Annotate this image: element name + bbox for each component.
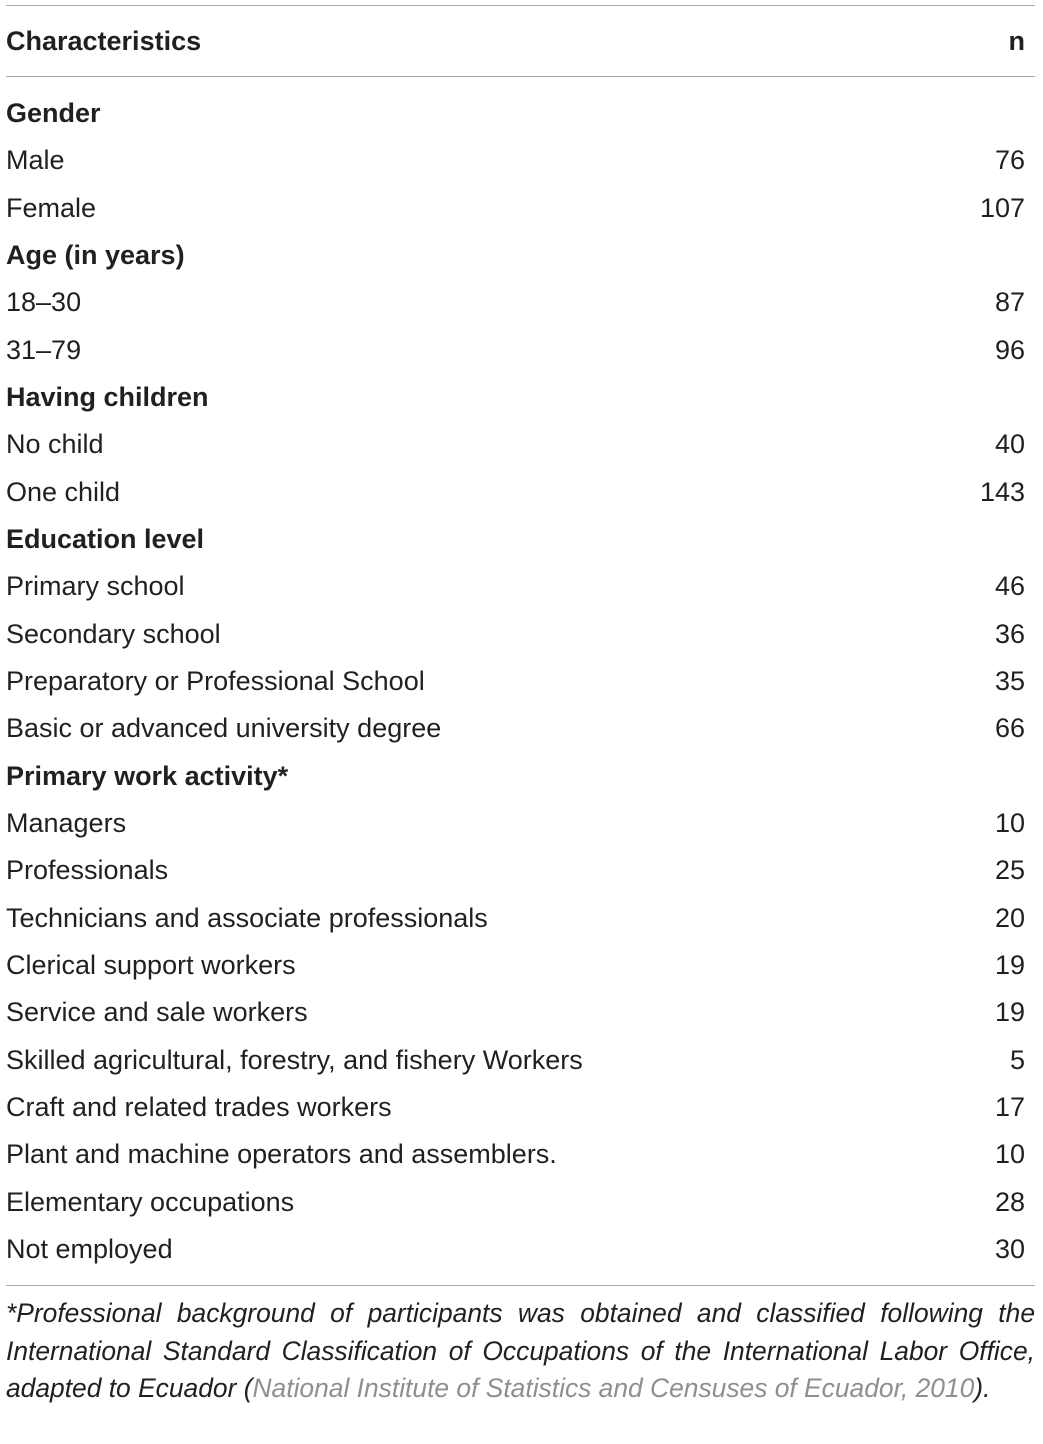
row-label: Primary work activity*	[6, 760, 289, 791]
row-value: 10	[994, 808, 1025, 839]
table-row	[6, 1179, 1035, 1226]
row-label: Age (in years)	[6, 240, 185, 271]
row-label: Secondary school	[6, 618, 221, 649]
row-label: Basic or advanced university degree	[6, 713, 442, 744]
row-value: 76	[994, 145, 1025, 176]
table-row	[6, 705, 1035, 752]
table-row	[6, 90, 1035, 137]
header-characteristics: Characteristics	[6, 25, 202, 56]
row-label: Clerical support workers	[6, 950, 296, 981]
table-row	[6, 421, 1035, 468]
row-label: Not employed	[6, 1234, 173, 1265]
row-value: 20	[994, 902, 1025, 933]
row-label: Elementary occupations	[6, 1186, 295, 1217]
table-row	[6, 327, 1035, 374]
row-value: 107	[979, 192, 1025, 223]
row-label: Education level	[6, 524, 205, 555]
table-row	[6, 279, 1035, 326]
row-value: 87	[994, 287, 1025, 318]
row-label: Gender	[6, 98, 101, 129]
row-value: 19	[994, 997, 1025, 1028]
row-value: 30	[994, 1234, 1025, 1265]
footnote-text: *Professional background of participants was obtained and classified following the International Standard Classification of Occupations of the International Labor Office, adapted to Ecuador (	[6, 1298, 1035, 1404]
table-row	[6, 611, 1035, 658]
row-label: 18–30	[6, 287, 82, 318]
row-value: 40	[994, 429, 1025, 460]
table-row	[6, 185, 1035, 232]
table-row	[6, 374, 1035, 421]
table-row	[6, 469, 1035, 516]
footnote-citation-link[interactable]: National Institute of Statistics and Censuses of Ecuador, 2010	[252, 1373, 975, 1404]
row-label: Plant and machine operators and assemblers.	[6, 1139, 557, 1170]
table-row	[6, 1131, 1035, 1178]
row-value: 143	[979, 476, 1025, 507]
row-label: Technicians and associate professionals	[6, 902, 488, 933]
row-label: No child	[6, 429, 104, 460]
table-body	[6, 77, 1035, 1285]
row-value: 17	[994, 1092, 1025, 1123]
footnote-text-end: ).	[974, 1373, 991, 1404]
row-value: 35	[994, 666, 1025, 697]
table-header	[6, 6, 1035, 76]
row-value: 36	[994, 618, 1025, 649]
table-row	[6, 563, 1035, 610]
table-row	[6, 753, 1035, 800]
table-row	[6, 847, 1035, 894]
row-value: 19	[994, 950, 1025, 981]
row-value: 66	[994, 713, 1025, 744]
table-row	[6, 137, 1035, 184]
row-value: 46	[994, 571, 1025, 602]
row-label: Craft and related trades workers	[6, 1092, 392, 1123]
row-label: Primary school	[6, 571, 185, 602]
table-row	[6, 1084, 1035, 1131]
row-label: Professionals	[6, 855, 169, 886]
table-row	[6, 658, 1035, 705]
row-label: Male	[6, 145, 65, 176]
table-row	[6, 516, 1035, 563]
row-label: 31–79	[6, 334, 82, 365]
table-row	[6, 1226, 1035, 1273]
participant-characteristics-table	[6, 5, 1035, 1434]
table-row	[6, 800, 1035, 847]
table-row	[6, 1037, 1035, 1084]
table-row	[6, 989, 1035, 1036]
row-value: 28	[994, 1186, 1025, 1217]
bottom-rule	[6, 1285, 1035, 1286]
row-label: One child	[6, 476, 121, 507]
header-n: n	[1008, 25, 1025, 56]
table-row	[6, 232, 1035, 279]
row-label: Preparatory or Professional School	[6, 666, 425, 697]
table-footnote	[6, 1295, 1035, 1408]
table-row	[6, 942, 1035, 989]
row-label: Service and sale workers	[6, 997, 308, 1028]
row-label: Having children	[6, 382, 209, 413]
row-value: 25	[994, 855, 1025, 886]
row-label: Skilled agricultural, forestry, and fishery Workers	[6, 1044, 583, 1075]
row-label: Managers	[6, 808, 127, 839]
row-value: 5	[1009, 1044, 1025, 1075]
row-value: 96	[994, 334, 1025, 365]
table-row	[6, 895, 1035, 942]
row-label: Female	[6, 192, 97, 223]
row-value: 10	[994, 1139, 1025, 1170]
